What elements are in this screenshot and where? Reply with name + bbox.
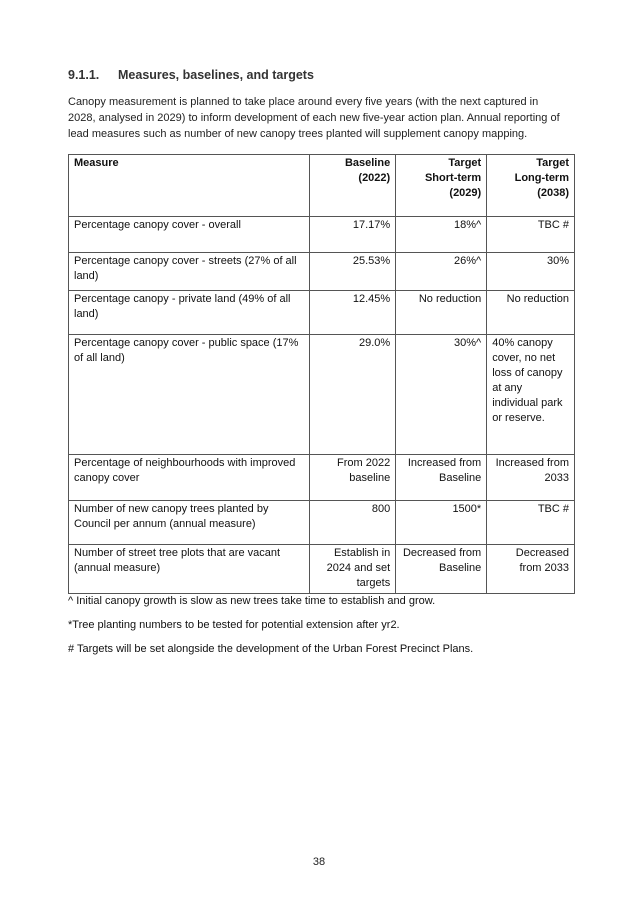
cell-short-term: Increased from Baseline: [396, 455, 487, 501]
section-title: Measures, baselines, and targets: [118, 68, 314, 82]
cell-measure: Number of street tree plots that are vacant (annual measure): [69, 545, 310, 594]
cell-baseline: 29.0%: [309, 335, 396, 455]
header-long-term-line3: (2038): [537, 187, 569, 199]
table-row: [69, 335, 575, 455]
header-long-term-line2: Long-term: [514, 172, 569, 184]
cell-short-term: 1500*: [396, 501, 487, 545]
header-measure: Measure: [69, 155, 310, 217]
measures-table: [68, 154, 575, 594]
cell-long-term: Increased from 2033: [487, 455, 575, 501]
cell-baseline: 12.45%: [309, 291, 396, 335]
cell-short-term: Decreased from Baseline: [396, 545, 487, 594]
footnote-hash: # Targets will be set alongside the development of the Urban Forest Precinct Plans.: [68, 643, 474, 655]
table-row: [69, 217, 575, 253]
header-short-term-line3: (2029): [449, 187, 482, 199]
cell-short-term: No reduction: [396, 291, 487, 335]
cell-baseline: 25.53%: [309, 253, 396, 291]
header-baseline: [309, 155, 396, 217]
table-row: [69, 291, 575, 335]
header-short-term-line2: Short-term: [424, 172, 482, 184]
footnotes: [68, 594, 568, 666]
cell-long-term: Decreased from 2033: [487, 545, 575, 594]
cell-long-term: TBC #: [487, 217, 575, 253]
header-short-term-line1: Target: [448, 157, 482, 169]
cell-long-term: 30%: [487, 253, 575, 291]
footnote-asterisk: *Tree planting numbers to be tested for potential extension after yr2.: [68, 619, 400, 631]
header-short-term: [396, 155, 487, 217]
cell-short-term: 26%^: [396, 253, 487, 291]
cell-measure: Percentage canopy - private land (49% of all land): [69, 291, 310, 335]
cell-short-term: 18%^: [396, 217, 487, 253]
table-row: [69, 501, 575, 545]
table-row: [69, 455, 575, 501]
table-row: [69, 253, 575, 291]
table-header-row: [69, 155, 575, 217]
intro-paragraph: Canopy measurement is planned to take place around every five years (with the next captured in 2028, analysed in 2029) to inform development of each new five-year action plan. Annual reporting of lead measures such as number of new canopy trees planted will supplement canopy mapping.: [68, 96, 560, 140]
header-long-term: [487, 155, 575, 217]
cell-measure: Number of new canopy trees planted by Council per annum (annual measure): [69, 501, 310, 545]
cell-measure: Percentage canopy cover - overall: [69, 217, 310, 253]
cell-long-term: 40% canopy cover, no net loss of canopy at any individual park or reserve.: [487, 335, 575, 455]
cell-baseline: Establish in 2024 and set targets: [309, 545, 396, 594]
header-baseline-line2: (2022): [358, 172, 391, 184]
page-number: 38: [312, 856, 326, 868]
cell-baseline: From 2022 baseline: [309, 455, 396, 501]
cell-long-term: TBC #: [487, 501, 575, 545]
cell-long-term: No reduction: [487, 291, 575, 335]
cell-measure: Percentage canopy cover - public space (17% of all land): [69, 335, 310, 455]
cell-measure: Percentage of neighbourhoods with improved canopy cover: [69, 455, 310, 501]
cell-baseline: 800: [309, 501, 396, 545]
cell-measure: Percentage canopy cover - streets (27% of all land): [69, 253, 310, 291]
footnote-caret: ^ Initial canopy growth is slow as new trees take time to establish and grow.: [68, 595, 436, 607]
header-baseline-line1: Baseline: [344, 157, 391, 169]
cell-baseline: 17.17%: [309, 217, 396, 253]
section-number: 9.1.1.: [68, 68, 100, 82]
table-row: [69, 545, 575, 594]
cell-short-term: 30%^: [396, 335, 487, 455]
section-heading: [68, 68, 314, 82]
header-long-term-line1: Target: [536, 157, 569, 169]
